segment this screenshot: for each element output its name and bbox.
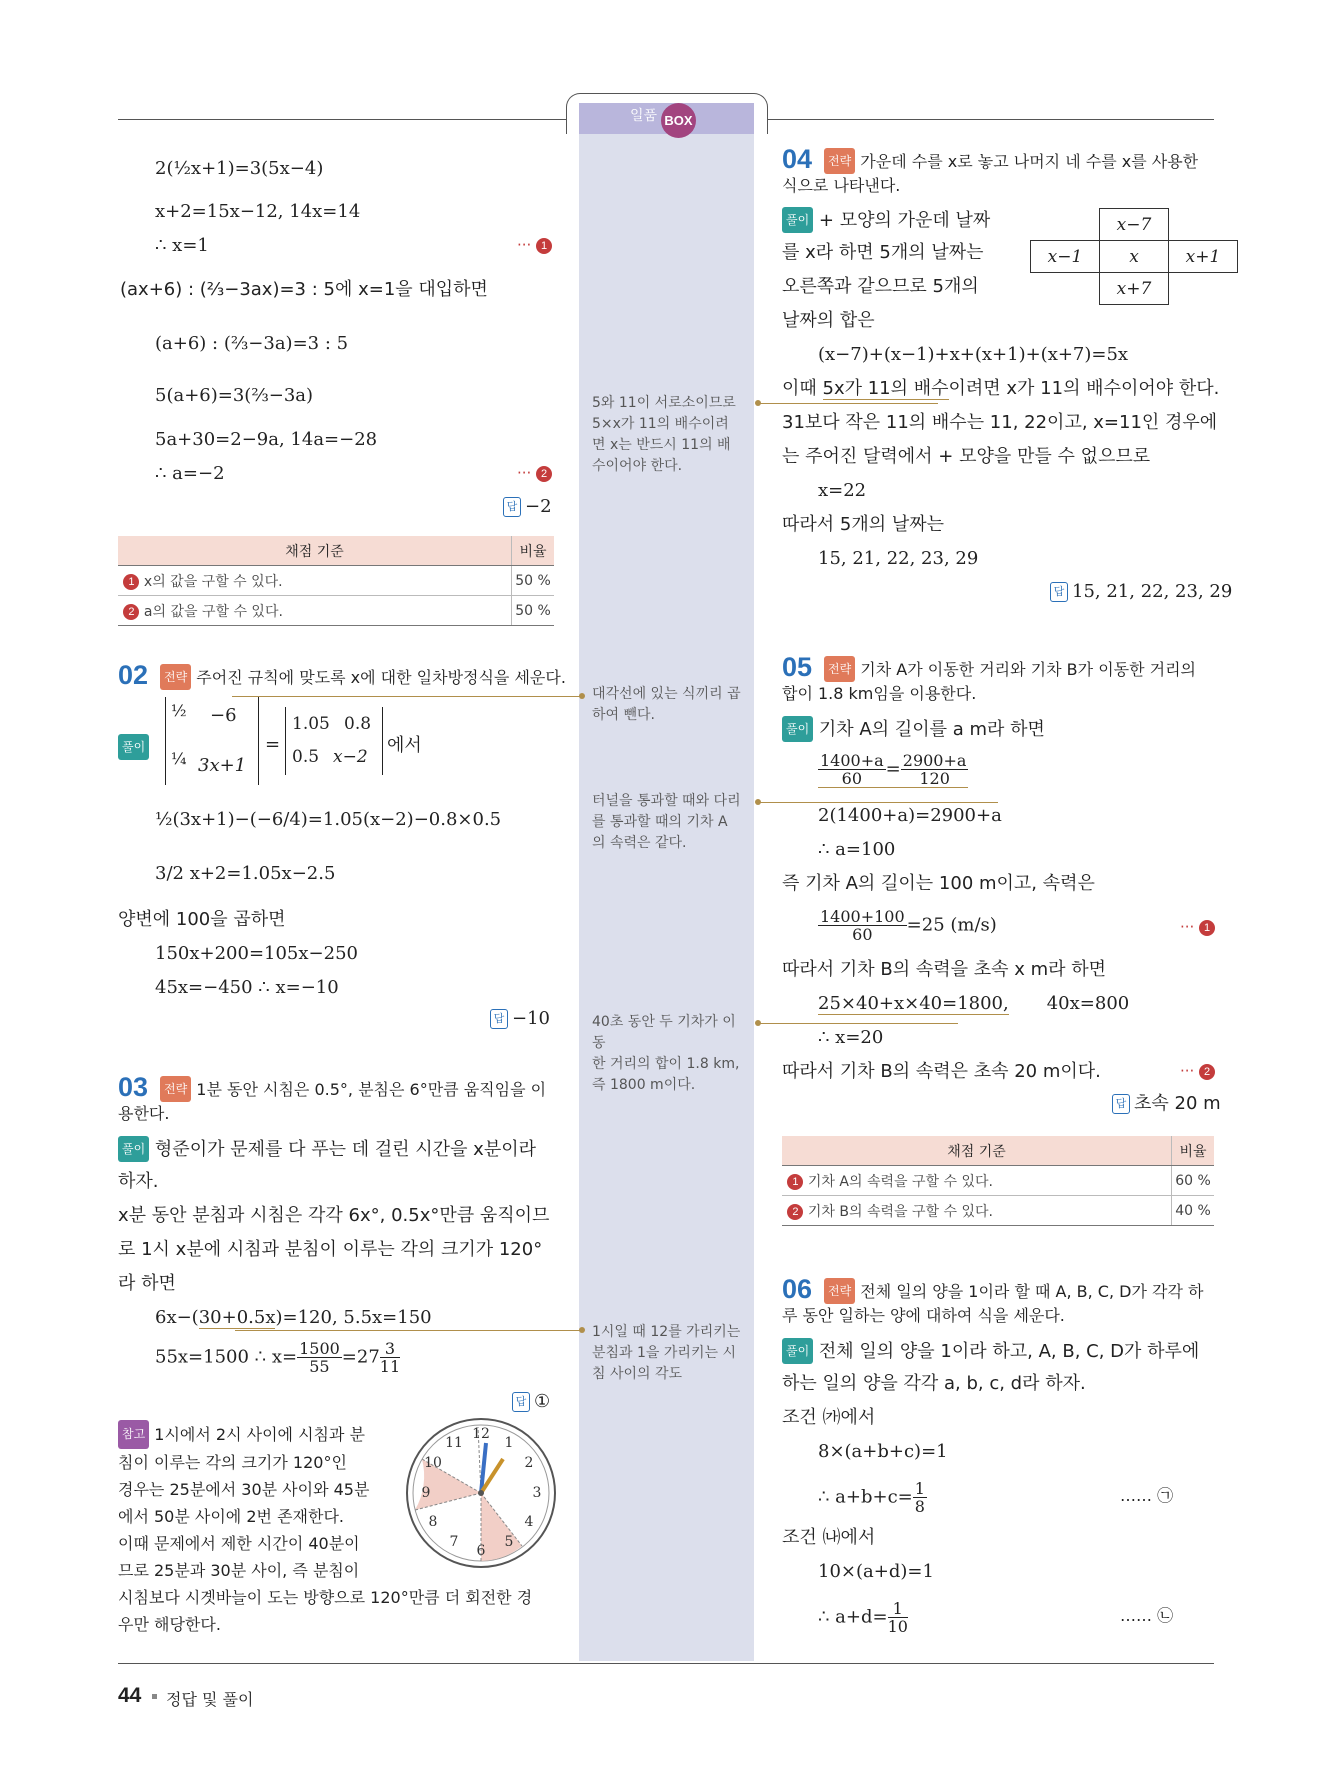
footer-bullet [152, 1694, 157, 1699]
p05-strategy-1: 전략 기차 A가 이동한 거리와 기차 B가 이동한 거리의 [824, 656, 1196, 682]
p04-strategy-1: 전략 가운데 수를 x로 놓고 나머지 네 수를 x를 사용한 [824, 148, 1198, 174]
p01-line8: ∴ a=−2 [155, 463, 225, 484]
p06-line1: 풀이 전체 일의 양을 1이라 하고, A, B, C, D가 하루에 [782, 1338, 1199, 1364]
p05-line10: 따라서 기차 B의 속력은 초속 20 m이다. [782, 1061, 1101, 1082]
p04-line11: 15, 21, 22, 23, 29 [818, 548, 979, 569]
score-table-2 [782, 1136, 1214, 1226]
clock-num: 9 [421, 1485, 431, 1501]
p06-mark-2: …… ㉡ [1120, 1606, 1174, 1625]
p04-line5: (x−7)+(x−1)+x+(x+1)+(x+7)=5x [818, 344, 1129, 365]
footer-title: 정답 및 풀이 [166, 1690, 254, 1709]
p04-line4: 날짜의 합은 [782, 310, 875, 331]
clock-num: 1 [504, 1435, 514, 1451]
p05-line4: ∴ a=100 [818, 839, 896, 860]
p04-line6: 이때 5x가 11의 배수이려면 x가 11의 배수이어야 한다. [782, 378, 1220, 399]
box-note-2: 대각선에 있는 식끼리 곱 하여 뺀다. [592, 686, 741, 723]
p06-line7: 10×(a+d)=1 [818, 1561, 934, 1582]
clock-num: 5 [504, 1534, 514, 1550]
p01-line2: x+2=15x−12, 14x=14 [155, 201, 361, 222]
p05-number: 05 [782, 652, 813, 682]
p05-answer: 답 초속 20 m [1112, 1092, 1221, 1116]
p06-line2: 하는 일의 양을 각각 a, b, c, d라 하자. [782, 1373, 1086, 1394]
p06-line8: ∴ a+d= $\frac{1}{10}$ [818, 1599, 908, 1636]
cal-cell-bottom: x+7 [1100, 273, 1169, 305]
box-note-5: 1시일 때 12를 가리키는 분침과 1을 가리키는 시 침 사이의 각도 [592, 1324, 741, 1382]
p01-line6: 5(a+6)=3(⅔−3a) [155, 385, 314, 406]
p04-line7: 31보다 작은 11의 배수는 11, 22이고, x=11인 경우에 [782, 412, 1218, 433]
connector-line [758, 802, 998, 803]
cal-cell-left: x−1 [1031, 241, 1100, 273]
p05-line6: $\frac{1400+100}{60}$ =25 (m/s) [820, 907, 997, 944]
clock-num: 4 [524, 1514, 534, 1530]
p06-line6: 조건 ㈏에서 [782, 1527, 876, 1548]
answer-icon: 답 [512, 1392, 530, 1412]
clock-diagram [403, 1415, 559, 1571]
answer-icon: 답 [1050, 582, 1068, 602]
score-header-ratio: 비율 [512, 536, 555, 566]
p06-number: 06 [782, 1274, 813, 1304]
p05-line9: ∴ x=20 [818, 1027, 884, 1048]
p04-line9: x=22 [818, 480, 867, 501]
score-row: 1 기차 A의 속력을 구할 수 있다. [782, 1166, 1172, 1196]
p05-line5: 즉 기차 A의 길이는 100 m이고, 속력은 [782, 873, 1095, 894]
connector-line [758, 1023, 958, 1024]
p04-line8: 는 주어진 달력에서 + 모양을 만들 수 없으므로 [782, 446, 1151, 467]
answer-icon: 답 [490, 1009, 508, 1029]
score-row: 2 a의 값을 구할 수 있다. [118, 596, 512, 626]
p05-line8: 25×40+x×40=1800, 40x=800 [818, 993, 1130, 1014]
p05-line2: $\frac{1400+a}{60}$ = $\frac{2900+a}{120}$ [820, 751, 967, 788]
clock-num: 2 [524, 1455, 534, 1471]
calendar-cross [1030, 208, 1238, 305]
score-header-ratio: 비율 [1172, 1136, 1215, 1166]
p03-line2: 하자. [118, 1171, 159, 1192]
cal-cell-mid: x [1100, 241, 1169, 273]
connector-line [758, 403, 938, 404]
p02-line5: 150x+200=105x−250 [155, 943, 358, 964]
p03-line3: x분 동안 분침과 시침은 각각 6x°, 0.5x°만큼 움직이므 [118, 1205, 550, 1226]
p04-line2: 를 x라 하면 5개의 날짜는 [782, 242, 984, 263]
p03-line7: 55x=1500 ∴ x= $\frac{1500}{55}$ =27 $\frac{3}{11}$ [155, 1339, 401, 1376]
box-note-4: 40초 동안 두 기차가 이동 한 거리의 합이 1.8 km, 즉 1800 m이다. [592, 1014, 740, 1093]
p06-strategy-1: 전략 전체 일의 양을 1이라 할 때 A, B, C, D가 각각 하 [824, 1278, 1203, 1304]
clock-num: 6 [476, 1543, 486, 1559]
p04-strategy-2: 식으로 나타낸다. [782, 176, 901, 195]
p05-line7: 따라서 기차 B의 속력을 초속 x m라 하면 [782, 959, 1107, 980]
p06-mark-1: …… ㉠ [1120, 1486, 1174, 1505]
score-header-criteria: 채점 기준 [118, 536, 512, 566]
answer-icon: 답 [503, 497, 521, 517]
p02-line4: 양변에 100을 곱하면 [118, 909, 286, 930]
p05-marker-2: ··· 2 [1180, 1062, 1215, 1080]
box-note-3: 터널을 통과할 때와 다리 를 통과할 때의 기차 A 의 속력은 같다. [592, 793, 741, 851]
page-number: 44 [118, 1684, 142, 1707]
clock-num: 12 [472, 1426, 490, 1442]
box-title: 일품 [630, 107, 658, 123]
score-pct: 50 % [512, 596, 555, 626]
clock-num: 10 [424, 1455, 442, 1471]
p04-line10: 따라서 5개의 날짜는 [782, 514, 944, 535]
score-header-criteria: 채점 기준 [782, 1136, 1172, 1166]
p03-strategy-1: 전략 1분 동안 시침은 0.5°, 분침은 6°만큼 움직임을 이 [160, 1076, 546, 1102]
clock-num: 11 [445, 1435, 463, 1451]
p04-answer: 답 15, 21, 22, 23, 29 [1050, 580, 1232, 604]
p06-line4: 8×(a+b+c)=1 [818, 1441, 948, 1462]
p05-strategy-2: 합이 1.8 km임을 이용한다. [782, 684, 977, 703]
connector-line [232, 696, 582, 697]
box-badge: BOX [661, 103, 696, 138]
p01-line5: (a+6) : (⅔−3a)=3 : 5 [155, 333, 349, 354]
p01-line1: 2(½x+1)=3(5x−4) [155, 158, 324, 179]
footer-rule [118, 1663, 1214, 1664]
p01-line4: (ax+6) : (⅔−3ax)=3 : 5에 x=1을 대입하면 [120, 279, 488, 300]
p03-reference: 참고 1시에서 2시 사이에 시침과 분 침이 이루는 각의 크기가 120°인 경우는 25분에서 30분 사이와 45분 에서 50분 사이에 2번 존재한다. 이때 문제에서 제한 시간이 40분이 므로 25분과 30분 사이, 즉 분침이 시침보다 시곗바늘이 도는 방향으로 120°만큼 더 회전한 경 우만 해당한다. [118, 1420, 558, 1638]
cal-cell-top: x−7 [1100, 209, 1169, 241]
p05-marker-1: ··· 1 [1180, 918, 1215, 936]
p01-marker-2: ··· 2 [517, 464, 552, 482]
p03-strategy-2: 용한다. [118, 1104, 170, 1123]
p02-determinant: ½ −6 ¼ 3x+1 = 1.05 0.8 0.5 x−2 에서 [165, 697, 555, 787]
p01-line3: ∴ x=1 [155, 235, 209, 256]
p06-strategy-2: 루 동안 일하는 양에 대하여 식을 세운다. [782, 1306, 1065, 1325]
score-pct: 40 % [1172, 1196, 1215, 1226]
p03-line4: 로 1시 x분에 시침과 분침이 이루는 각의 크기가 120° [118, 1239, 543, 1260]
p04-line1: 풀이 + 모양의 가운데 날짜 [782, 207, 990, 233]
clock-num: 3 [532, 1485, 542, 1501]
p01-answer: 답 −2 [503, 495, 552, 519]
p04-line3: 오른쪽과 같으므로 5개의 [782, 276, 979, 297]
p03-answer: 답 ① [512, 1390, 550, 1414]
score-pct: 50 % [512, 566, 555, 596]
p03-line5: 라 하면 [118, 1273, 176, 1294]
score-row: 2 기차 B의 속력을 구할 수 있다. [782, 1196, 1172, 1226]
p01-marker-1: ··· 1 [517, 236, 552, 254]
score-pct: 60 % [1172, 1166, 1215, 1196]
box-note-1: 5와 11이 서로소이므로 5×x가 11의 배수이려 면 x는 반드시 11의 배 수이어야 한다. [592, 395, 736, 474]
p02-line2: ½(3x+1)−(−6/4)=1.05(x−2)−0.8×0.5 [155, 809, 502, 830]
p05-line1: 풀이 기차 A의 길이를 a m라 하면 [782, 716, 1045, 742]
p03-line1: 풀이 형준이가 문제를 다 푸는 데 걸린 시간을 x분이라 [118, 1136, 536, 1162]
p02-answer: 답 −10 [490, 1007, 550, 1031]
clock-num: 7 [449, 1534, 459, 1550]
p01-line7: 5a+30=2−9a, 14a=−28 [155, 429, 378, 450]
side-box-column [579, 103, 754, 1661]
connector-line [235, 1330, 582, 1331]
p02-strategy: 전략 주어진 규칙에 맞도록 x에 대한 일차방정식을 세운다. [160, 664, 566, 690]
p02-number: 02 [118, 660, 149, 690]
p03-line6: 6x−(30+0.5x)=120, 5.5x=150 [155, 1307, 432, 1328]
clock-num: 8 [428, 1514, 438, 1530]
score-table-1 [118, 536, 554, 626]
p04-number: 04 [782, 144, 813, 174]
answer-icon: 답 [1112, 1094, 1130, 1114]
p02-sol-tag: 풀이 [118, 734, 149, 760]
p02-line3: 3/2 x+2=1.05x−2.5 [155, 863, 336, 884]
p03-number: 03 [118, 1072, 149, 1102]
score-row: 1 x의 값을 구할 수 있다. [118, 566, 512, 596]
cal-cell-right: x+1 [1169, 241, 1238, 273]
p06-line5: ∴ a+b+c= $\frac{1}{8}$ [818, 1479, 925, 1516]
p06-line3: 조건 ㈎에서 [782, 1407, 876, 1428]
p05-line3: 2(1400+a)=2900+a [818, 805, 1002, 826]
p02-line6: 45x=−450 ∴ x=−10 [155, 977, 339, 998]
